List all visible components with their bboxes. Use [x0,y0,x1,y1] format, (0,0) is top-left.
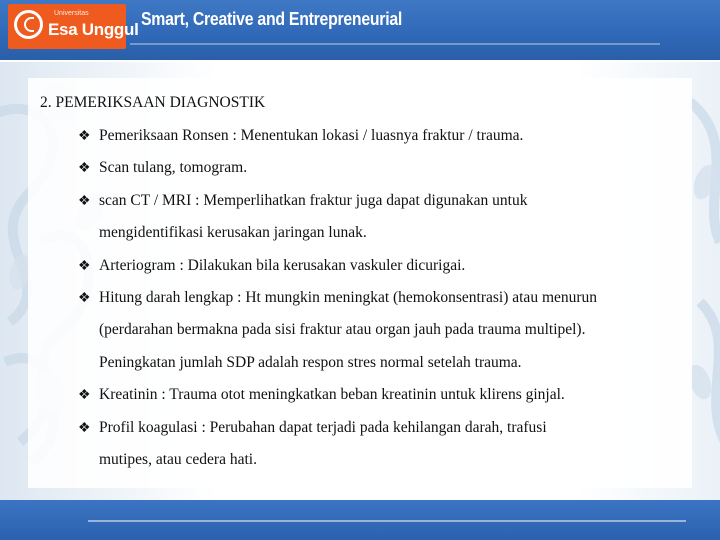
bullet-icon: ❖ [78,194,91,209]
logo-name: Esa Unggul [48,20,139,39]
list-item-line: Peningkatan jumlah SDP adalah respon stres normal setelah trauma. [99,354,522,371]
header-tagline: Smart, Creative and Entrepreneurial [141,9,403,29]
list-item-line: (perdarahan bermakna pada sisi fraktur atau organ jauh pada trauma multipel). [99,321,586,338]
logo-emblem-icon [14,10,43,39]
logo-small-text: Universitas [54,10,89,17]
bullet-icon: ❖ [78,421,91,436]
list-item-line: Hitung darah lengkap : Ht mungkin meningkat (hemokonsentrasi) atau menurun [99,289,598,306]
list-item-line: Profil koagulasi : Perubahan dapat terjadi pada kehilangan darah, trafusi [99,419,547,436]
header-bar [0,0,720,60]
list-item-line: mutipes, atau cedera hati. [99,451,257,468]
university-logo [8,4,139,49]
header-divider [130,43,660,45]
bullet-icon: ❖ [78,291,91,306]
footer-divider [88,520,686,522]
section-heading: 2. PEMERIKSAAN DIAGNOSTIK [40,94,266,111]
bullet-icon: ❖ [78,129,91,144]
list-item-line: mengidentifikasi kerusakan jaringan lunak. [99,224,367,241]
list-item-line: Pemeriksaan Ronsen : Menentukan lokasi / luasnya fraktur / trauma. [99,127,524,144]
list-item-line: Kreatinin : Trauma otot meningkatkan beban kreatinin untuk klirens ginjal. [99,386,565,403]
bullet-icon: ❖ [78,259,91,274]
list-item-line: scan CT / MRI : Memperlihatkan fraktur juga dapat digunakan untuk [99,192,528,209]
bullet-icon: ❖ [78,388,91,403]
list-item-line: Scan tulang, tomogram. [99,159,248,176]
list-item-line: Arteriogram : Dilakukan bila kerusakan vaskuler dicurigai. [99,257,466,274]
bullet-icon: ❖ [78,161,91,176]
